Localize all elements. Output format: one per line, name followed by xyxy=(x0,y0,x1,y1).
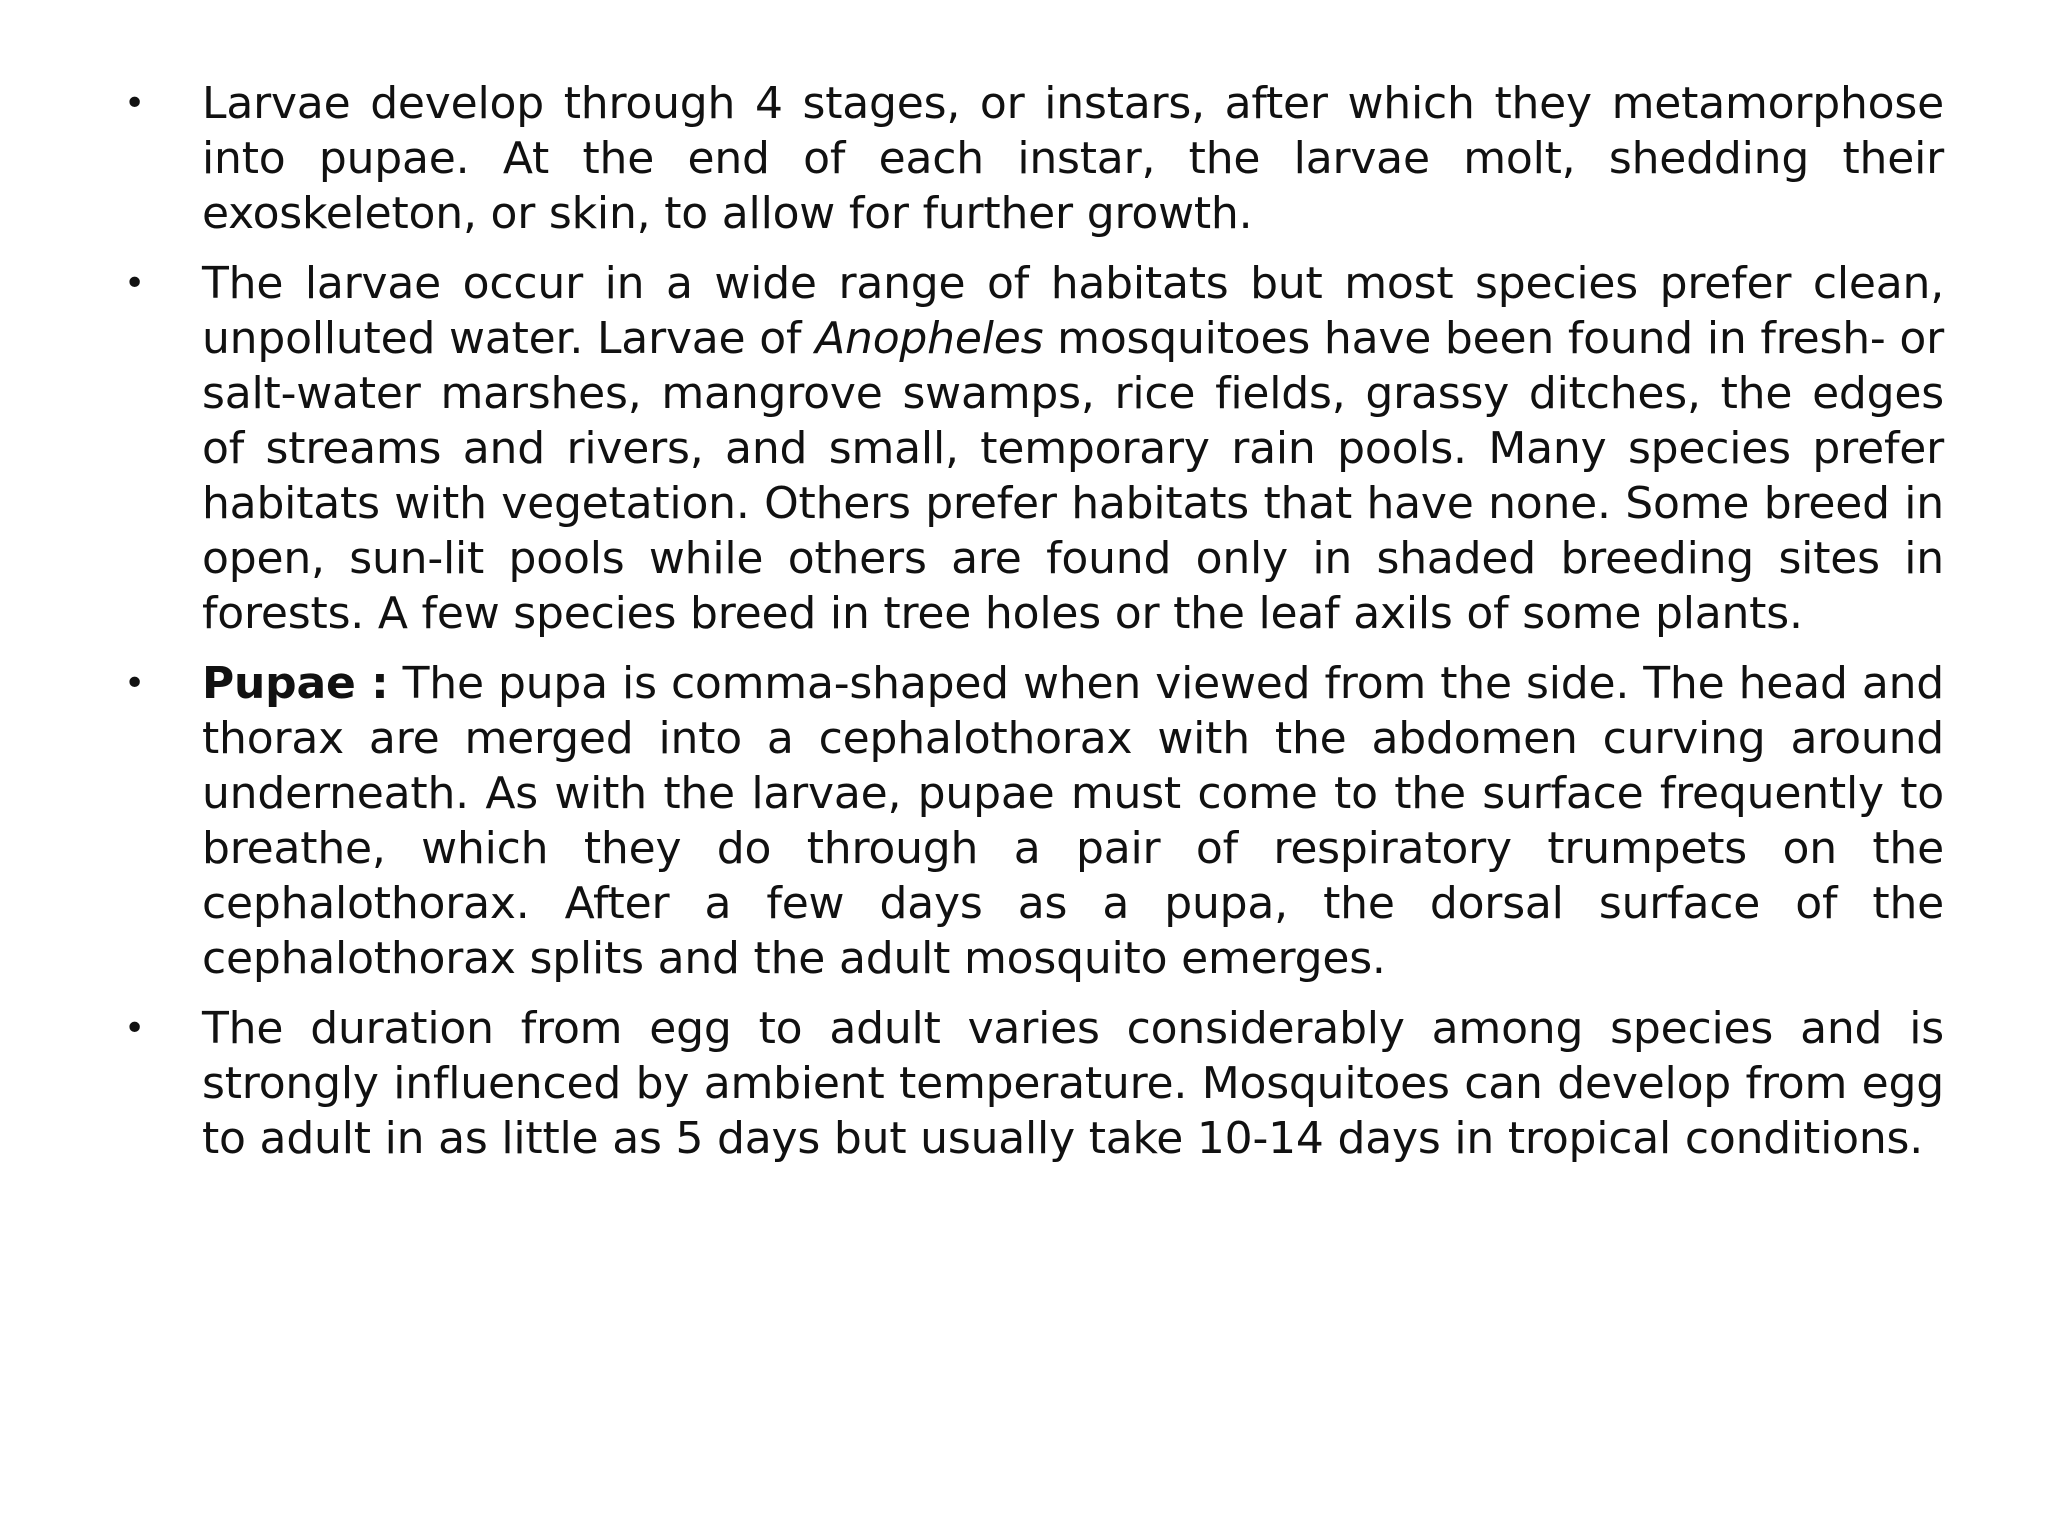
bullet-item-pupae xyxy=(120,656,1944,986)
habitats-text-before: The larvae occur in a wide range of habitats but most species prefer clean, unpolluted water. Larvae of xyxy=(202,258,1944,364)
bullet-marker: • xyxy=(124,263,146,304)
bullet-text-pupae xyxy=(202,656,1944,986)
bullet-item-larval-stages xyxy=(120,76,1944,241)
bullet-item-development-duration xyxy=(120,1001,1944,1166)
habitats-text-after: mosquitoes have been found in fresh- or salt-water marshes, mangrove swamps, rice fields, grassy ditches, the edges of streams and rivers, and small, temporary rain pools. Many species prefer habitats with vegetation. Others prefer habitats that have none. Some breed in open, sun-lit pools while others are found only in shaded breeding sites in forests. A few species breed in tree holes or the leaf axils of some plants. xyxy=(202,313,1944,639)
pupae-description: The pupa is comma-shaped when viewed from the side. The head and thorax are merged into a cephalothorax with the abdomen curving around underneath. As with the larvae, pupae must come to the surface frequently to breathe, which they do through a pair of respiratory trumpets on the cephalothorax. After a few days as a pupa, the dorsal surface of the cephalothorax splits and the adult mosquito emerges. xyxy=(202,658,1944,984)
bullet-item-larval-habitats xyxy=(120,256,1944,641)
genus-name-anopheles: Anopheles xyxy=(815,313,1044,364)
bullet-marker: • xyxy=(124,1008,146,1049)
bullet-text-development-duration: The duration from egg to adult varies considerably among species and is strongly influenced by ambient temperature. Mosquitoes can develop from egg to adult in as little as 5 days but usually take 10-14 days in tropical conditions. xyxy=(202,1003,1944,1164)
bullet-marker: • xyxy=(124,663,146,704)
bullet-marker: • xyxy=(124,83,146,124)
pupae-heading: Pupae : xyxy=(202,658,389,709)
bullet-list xyxy=(120,76,1944,1181)
bullet-text-larval-stages: Larvae develop through 4 stages, or instars, after which they metamorphose into pupae. At the end of each instar, the larvae molt, shedding their exoskeleton, or skin, to allow for further growth. xyxy=(202,78,1944,239)
bullet-text-larval-habitats xyxy=(202,256,1944,641)
